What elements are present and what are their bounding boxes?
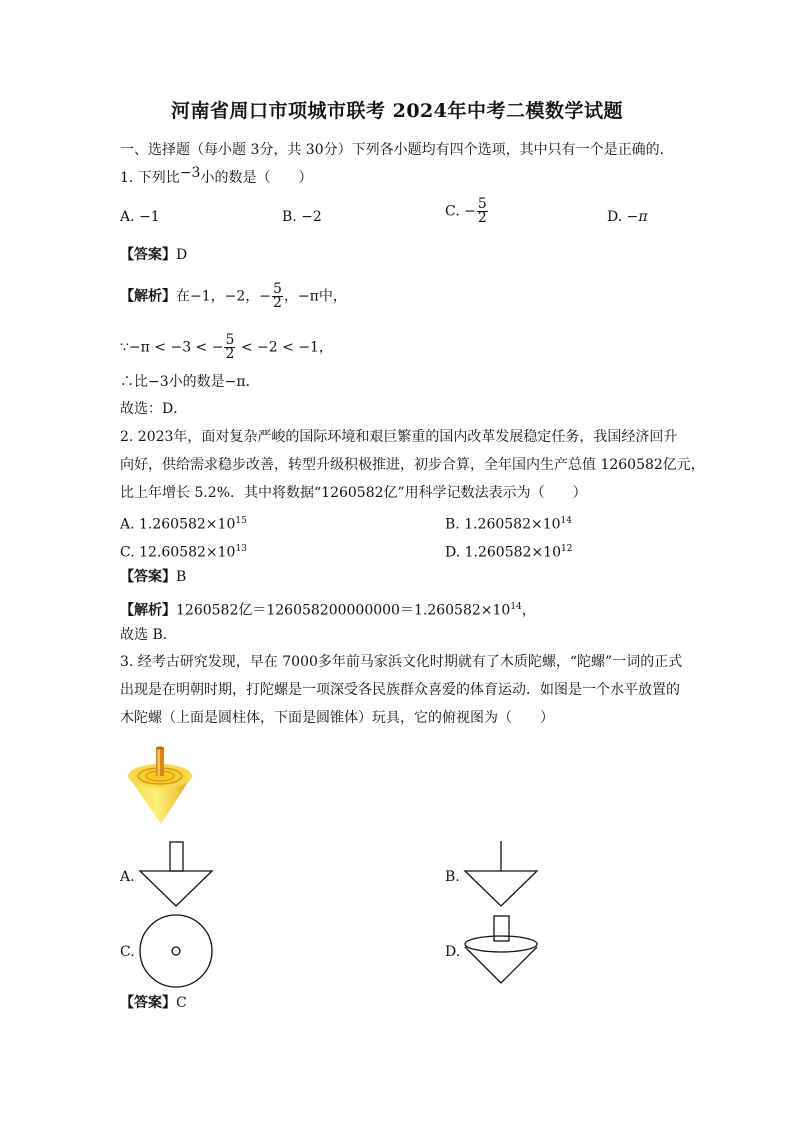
figure-rectangle [170, 842, 183, 871]
section-heading: 一、选择题（每小题 3分，共 30分）下列各小题均有四个选项，其中只有一个是正确的． [120, 142, 674, 158]
q3-stem-line2: 出现是在明朝时期，打陀螺是一项深受各民族群众喜爱的体育运动．如图是一个水平放置的 [120, 682, 680, 698]
figure-rectangle [494, 916, 509, 941]
q2-conclusion: 故选 B． [120, 627, 177, 643]
fraction-numerator: 5 [273, 281, 282, 297]
q3-option-d-figure [463, 914, 543, 986]
q2-option-a [120, 511, 247, 535]
q1-conclusion: 故选：D． [120, 401, 188, 417]
q3-option-b-figure [463, 840, 539, 910]
q3-option-b-label: B. [445, 869, 460, 885]
figure-ellipse [465, 936, 537, 952]
q2-stem-line2: 向好，供给需求稳步改善，转型升级积极推进，初步合算，全年国内生产总值 1260582亿元， [120, 457, 705, 473]
option-text: A. 1.260582×10 [120, 516, 236, 533]
fraction-denominator: 2 [273, 295, 282, 311]
q1-analysis-line1 [120, 283, 347, 310]
answer-label: 【答案】 [120, 995, 176, 1011]
q2-option-b [445, 511, 572, 535]
fraction-numerator: 5 [225, 332, 235, 348]
figure-triangle [465, 871, 537, 906]
answer-value: C [176, 995, 187, 1011]
q3-stem-line3: 木陀螺（上面是圆柱体，下面是圆锥体）玩具，它的俯视图为（ ） [120, 710, 554, 726]
spinning-top-image [120, 736, 220, 836]
answer-value: D [176, 247, 188, 263]
option-exponent: 15 [235, 516, 247, 526]
analysis-text: 在−1，−2，− [176, 288, 272, 305]
q3-option-c-figure [138, 912, 218, 992]
analysis-text: ，−π中， [283, 288, 347, 305]
q1-option-c-pre: C. − [445, 203, 476, 220]
q1-option-c [445, 198, 489, 225]
q1-answer [120, 245, 187, 265]
analysis-text: ， [521, 602, 536, 619]
option-exponent: 13 [235, 544, 247, 554]
answer-value: B [176, 569, 187, 585]
analysis-text: 1260582亿＝126058200000000＝1.260582×10 [176, 602, 511, 619]
analysis-fraction [272, 283, 283, 310]
q2-option-d [445, 539, 572, 563]
q3-option-a-figure [138, 840, 214, 910]
q1-option-a: A. −1 [120, 209, 160, 225]
option-text: C. 12.60582×10 [120, 544, 236, 561]
q3-stem-line1: 3. 经考古研究发现，早在 7000多年前马家浜文化时期就有了木质陀螺，“陀螺”一词的正式 [120, 654, 683, 670]
q2-stem-line3: 比上年增长 5.2%．其中将数据“1260582亿”用科学记数法表示为（ ） [120, 485, 587, 501]
page-title: 河南省周口市项城市联考 2024年中考二模数学试题 [171, 100, 623, 122]
q1-stem-num: −3 [179, 165, 201, 181]
q1-option-d-pre: D. − [607, 209, 639, 225]
analysis-fraction [224, 334, 235, 361]
analysis-exponent: 14 [510, 602, 522, 612]
q3-option-a-label: A. [120, 869, 135, 885]
q1-analysis-line2 [120, 334, 333, 361]
q1-stem [120, 165, 313, 188]
answer-label: 【答案】 [120, 569, 176, 585]
analysis-label: 【解析】 [120, 602, 176, 619]
q3-answer [120, 993, 187, 1013]
analysis-label: 【解析】 [120, 288, 176, 305]
option-exponent: 12 [560, 544, 573, 554]
figure-outer-circle [140, 915, 212, 987]
q2-option-c [120, 539, 247, 563]
q2-analysis [120, 597, 536, 621]
option-text: D. 1.260582×10 [445, 544, 561, 561]
analysis-text: ∵−π < −3 < − [120, 339, 224, 356]
q2-answer [120, 567, 186, 587]
q1-option-c-fraction [477, 198, 488, 225]
answer-label: 【答案】 [120, 247, 176, 263]
analysis-text: < −2 < −1， [236, 339, 333, 356]
option-text: B. 1.260582×10 [445, 516, 561, 533]
top-handle-highlight [158, 748, 161, 776]
q1-analysis-line3: ∴比−3小的数是−π． [120, 374, 260, 390]
q3-option-c-label: C. [120, 944, 135, 960]
q1-stem-post: 小的数是（ ） [200, 170, 313, 186]
top-handle-cap [156, 747, 164, 750]
fraction-denominator: 2 [225, 346, 235, 362]
q1-option-b: B. −2 [282, 209, 322, 225]
q1-stem-pre: 1. 下列比 [120, 170, 180, 186]
figure-triangle [140, 871, 212, 906]
q1-option-d [607, 207, 648, 227]
q1-option-d-pi: π [638, 209, 648, 225]
q2-stem-line1: 2. 2023年，面对复杂严峻的国际环境和艰巨繁重的国内改革发展稳定任务，我国经济回升 [120, 429, 678, 445]
fraction-denominator: 2 [477, 210, 487, 226]
fraction-numerator: 5 [477, 196, 487, 212]
option-exponent: 14 [560, 516, 572, 526]
figure-inner-circle [172, 947, 180, 955]
q3-option-d-label: D. [445, 944, 461, 960]
